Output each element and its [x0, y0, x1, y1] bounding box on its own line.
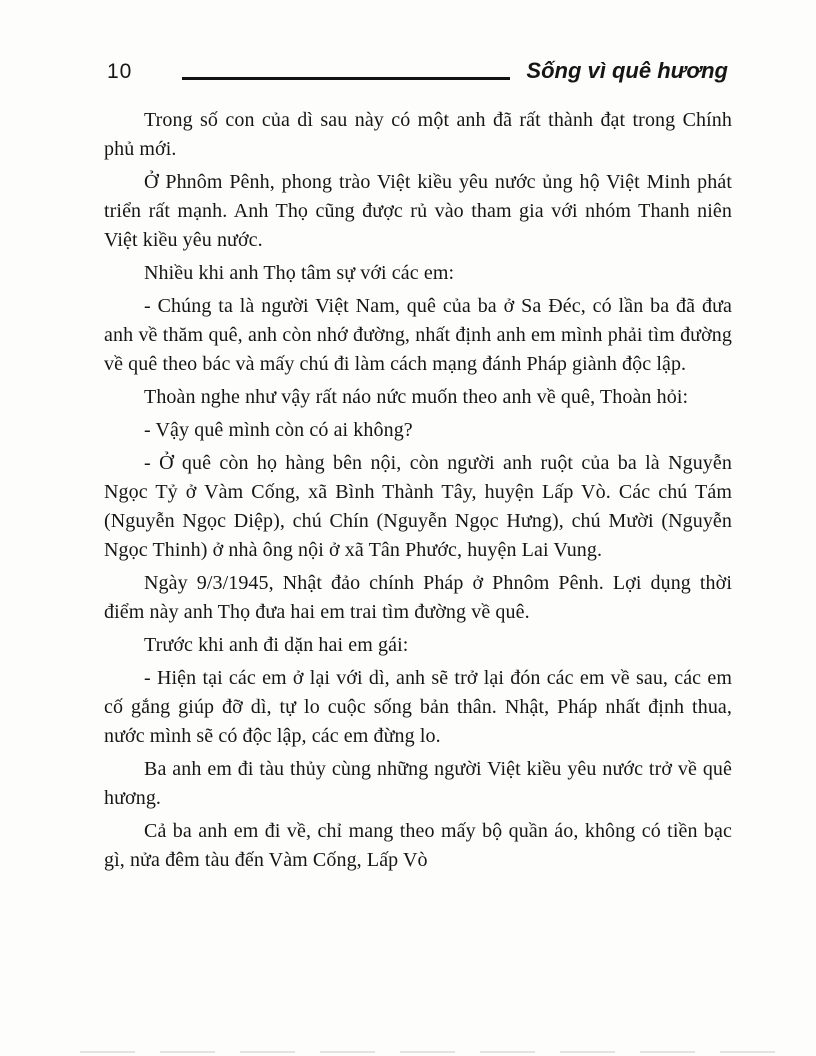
header-rule [182, 77, 510, 80]
paragraph: - Vậy quê mình còn có ai không? [144, 419, 413, 441]
page-number: 10 [107, 60, 133, 83]
page-body [104, 106, 732, 879]
paragraph: - Ở quê còn họ hàng bên nội, còn người anh ruột của ba là Nguyễn Ngọc Tỷ ở Vàm Cống, xã Bình Thành Tây, huyện Lấp Vò. Các chú Tám (Nguyễn Ngọc Diệp), chú Chín (Nguyễn Ngọc Hưng), chú Mười (Nguyễn Ngọc Thinh) ở nhà ông nội ở xã Tân Phước, huyện Lai Vung. [104, 452, 732, 561]
paragraph: Ở Phnôm Pênh, phong trào Việt kiều yêu nước ủng hộ Việt Minh phát triển rất mạnh. Anh Thọ cũng được rủ vào tham gia với nhóm Thanh niên Việt kiều yêu nước. [104, 171, 732, 251]
scan-artifact-line [80, 1051, 796, 1053]
paragraph: - Hiện tại các em ở lại với dì, anh sẽ trở lại đón các em về sau, các em cố gắng giúp đỡ dì, tự lo cuộc sống bản thân. Nhật, Pháp nhất định thua, nước mình sẽ có độc lập, các em đừng lo. [104, 667, 732, 747]
paragraph: Ngày 9/3/1945, Nhật đảo chính Pháp ở Phnôm Pênh. Lợi dụng thời điểm này anh Thọ đưa hai em trai tìm đường về quê. [104, 572, 732, 623]
paragraph: Ba anh em đi tàu thủy cùng những người Việt kiều yêu nước trở về quê hương. [104, 758, 732, 809]
running-header [107, 52, 728, 84]
running-title: Sống vì quê hương [526, 58, 728, 83]
paragraph: Thoàn nghe như vậy rất náo nức muốn theo anh về quê, Thoàn hỏi: [144, 386, 689, 408]
paragraph: Trong số con của dì sau này có một anh đã rất thành đạt trong Chính phủ mới. [104, 109, 732, 160]
paragraph: Nhiều khi anh Thọ tâm sự với các em: [144, 262, 455, 284]
paragraph: - Chúng ta là người Việt Nam, quê của ba ở Sa Đéc, có lần ba đã đưa anh về thăm quê, anh còn nhớ đường, nhất định anh em mình phải tìm đường về quê theo bác và mấy chú đi làm cách mạng đánh Pháp giành độc lập. [104, 295, 732, 375]
paragraph: Trước khi anh đi dặn hai em gái: [144, 634, 409, 656]
paragraph: Cả ba anh em đi về, chỉ mang theo mấy bộ quần áo, không có tiền bạc gì, nửa đêm tàu đến Vàm Cống, Lấp Vò [104, 820, 732, 871]
